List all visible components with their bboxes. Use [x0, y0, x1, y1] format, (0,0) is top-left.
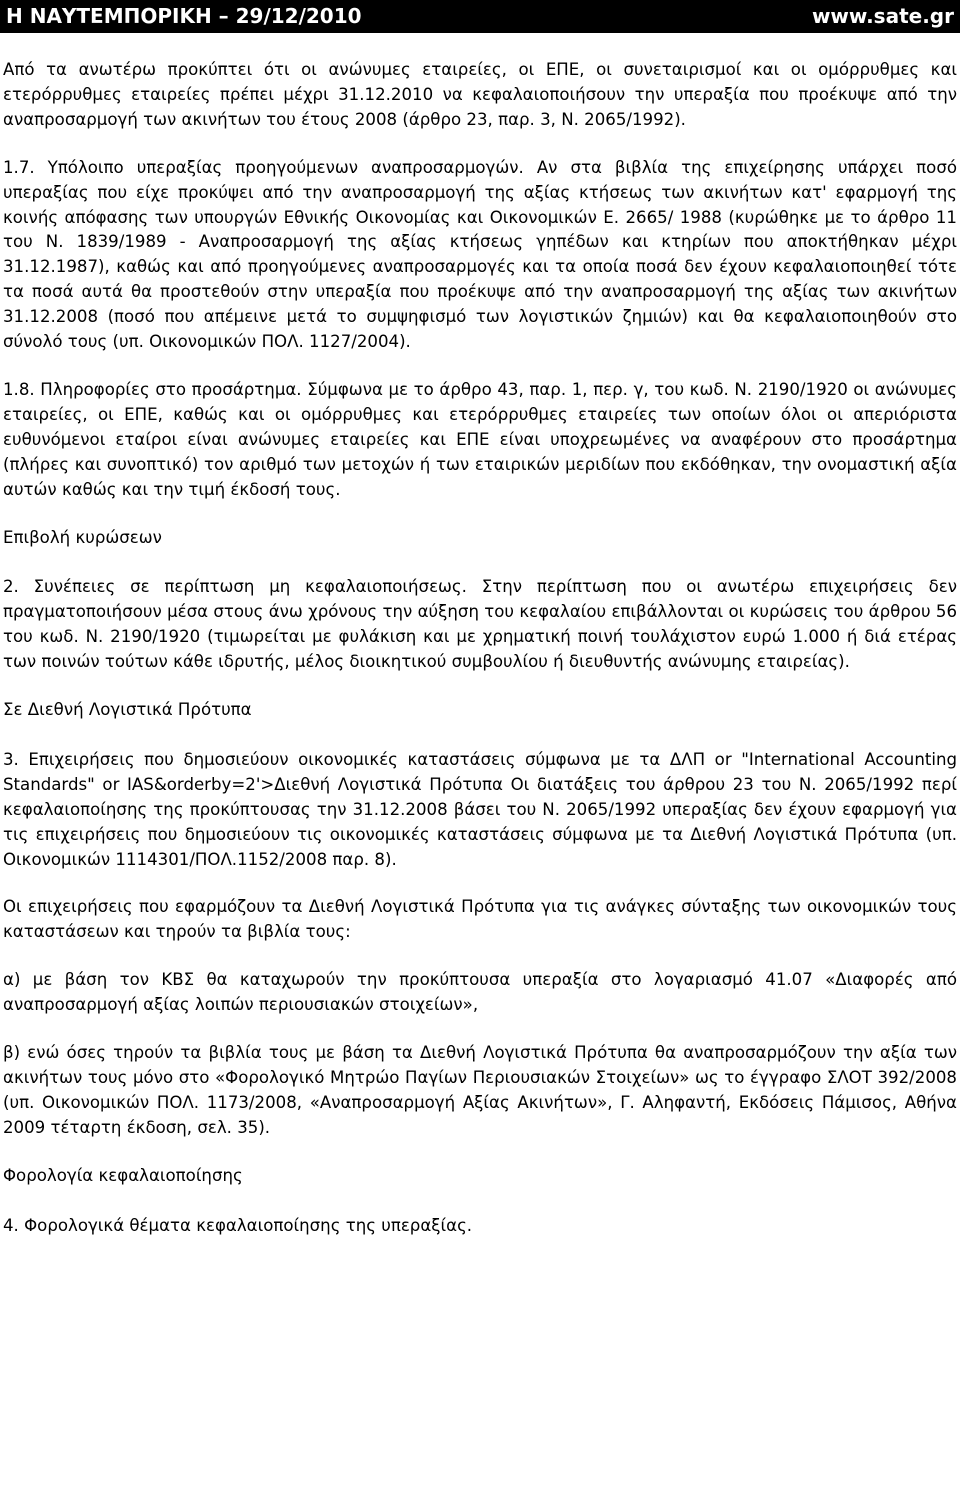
heading-ias: Σε Διεθνή Λογιστικά Πρότυπα: [3, 700, 252, 720]
document-body: [3, 58, 957, 1239]
item-b-paragraph: β) ενώ όσες τηρούν τα βιβλία τους με βάση τα Διεθνή Λογιστικά Πρότυπα θα αναπροσαρμόζουν την αξία των ακινήτων τους μόνο στο «Φορολογικό Μητρώο Παγίων Περιουσιακών Στοιχείων» ως το έγγραφο ΣΛΟΤ 392/2008 (υπ. Οικονομικών ΠΟΛ. 1173/2008, «Αναπροσαρμογή Αξίας Ακινήτων», Γ. Αληφαντή, Εκδόσεις Πάμισος, Αθήνα 2009 τέταρτη έκδοση, σελ. 35).: [3, 1043, 957, 1137]
heading-taxation: Φορολογία κεφαλαιοποίησης: [3, 1165, 243, 1185]
section-1-8-paragraph: 1.8. Πληροφορίες στο προσάρτημα. Σύμφωνα με το άρθρο 43, παρ. 1, περ. γ, του κωδ. Ν. 2190/1920 οι ανώνυμες εταιρείες, οι ΕΠΕ, καθώς και οι ομόρρυθμες και ετερόρρυθμες εταιρείες των οποίων όλοι οι απεριόριστα ευθυνόμενοι εταίροι είναι ανώνυμες εταιρείες και ΕΠΕ είναι υποχρεωμένες να αναφέρουν στο προσάρτημα (πλήρες και συνοπτικό) τον αριθμό των μετοχών ή των εταιρικών μεριδίων που εκδόθηκαν, την ονομαστική αξία αυτών καθώς και την τιμή έκδοσή τους.: [3, 379, 957, 499]
website-link[interactable]: www.sate.gr: [811, 4, 954, 28]
section-4-paragraph: 4. Φορολογικά θέματα κεφαλαιοποίησης της υπεραξίας.: [3, 1215, 473, 1235]
publication-title: Η ΝΑΥΤΕΜΠΟΡΙΚΗ – 29/12/2010: [6, 4, 362, 28]
intro-paragraph: Από τα ανωτέρω προκύπτει ότι οι ανώνυμες εταιρείες, οι ΕΠΕ, οι συνεταιρισμοί και οι ομόρρυθμες και ετερόρρυθμες εταιρείες πρέπει μέχρι 31.12.2010 να κεφαλαιοποιήσουν την υπεραξία που προέκυψε από την αναπροσαρμογή των ακινήτων του έτους 2008 (άρθρο 23, παρ. 3, Ν. 2065/1992).: [3, 60, 957, 129]
ias-companies-paragraph: Οι επιχειρήσεις που εφαρμόζουν τα Διεθνή Λογιστικά Πρότυπα για τις ανάγκες σύνταξης των οικονομικών τους καταστάσεων και τηρούν τα βιβλία τους:: [3, 897, 957, 942]
item-a-paragraph: α) με βάση τον ΚΒΣ θα καταχωρούν την προκύπτουσα υπεραξία στο λογαριασμό 41.07 «Διαφορές από αναπροσαρμογή αξίας λοιπών περιουσιακών στοιχείων»,: [3, 970, 957, 1015]
section-3-paragraph: 3. Επιχειρήσεις που δημοσιεύουν οικονομικές καταστάσεις σύμφωνα με τα ΔΛΠ or "International Accounting Standards" or IAS&orderby=2'>Διεθνή Λογιστικά Πρότυπα Οι διατάξεις του άρθρου 23 του Ν. 2065/1992 περί κεφαλαιοποίησης της προκύπτουσας την 31.12.2008 βάσει του Ν. 2065/1992 υπεραξίας δεν έχουν εφαρμογή για τις επιχειρήσεις που δημοσιεύουν τις οικονομικές καταστάσεις σύμφωνα με τα Διεθνή Λογιστικά Πρότυπα (υπ. Οικονομικών 1114301/ΠΟΛ.1152/2008 παρ. 8).: [3, 749, 957, 869]
heading-penalties: Επιβολή κυρώσεων: [3, 527, 162, 547]
section-1-7-paragraph: 1.7. Υπόλοιπο υπεραξίας προηγούμενων αναπροσαρμογών. Αν στα βιβλία της επιχείρησης υπάρχει ποσό υπεραξίας που είχε προκύψει από την αναπροσαρμογή της αξίας κτήσεως των ακινήτων κατ' εφαρμογή της κοινής απόφασης των υπουργών Εθνικής Οικονομίας και Οικονομικών Ε. 2665/ 1988 (κυρώθηκε με το άρθρο 11 του Ν. 1839/1989 - Αναπροσαρμογή της αξίας κτήσεως γηπέδων και κτηρίων που αποκτήθηκαν μέχρι 31.12.1987), καθώς και από προηγούμενες αναπροσαρμογές και τα οποία ποσά δεν έχουν κεφαλαιοποιηθεί τότε τα ποσά αυτά θα προστεθούν στην υπεραξία που προέκυψε από την αναπροσαρμογή της αξίας των ακινήτων 31.12.2008 (ποσό που απέμεινε μετά το συμψηφισμό των λογιστικών ζημιών) και θα κεφαλαιοποιηθούν στο σύνολό τους (υπ. Οικονομικών ΠΟΛ. 1127/2004).: [3, 157, 957, 352]
page-header: [0, 0, 960, 33]
section-2-paragraph: 2. Συνέπειες σε περίπτωση μη κεφαλαιοποιήσεως. Στην περίπτωση που οι ανωτέρω επιχειρήσεις δεν πραγματοποιήσουν μέσα στους άνω χρόνους την αύξηση του κεφαλαίου επιβάλλονται οι κυρώσεις του άρθρου 56 του κωδ. Ν. 2190/1920 (τιμωρείται με φυλάκιση και με χρηματική ποινή τουλάχιστον ευρώ 1.000 ή διά ετέρας των ποινών τούτων κάθε ιδρυτής, μέλος διοικητικού συμβουλίου ή διευθυντής ανώνυμης εταιρείας).: [3, 577, 957, 672]
